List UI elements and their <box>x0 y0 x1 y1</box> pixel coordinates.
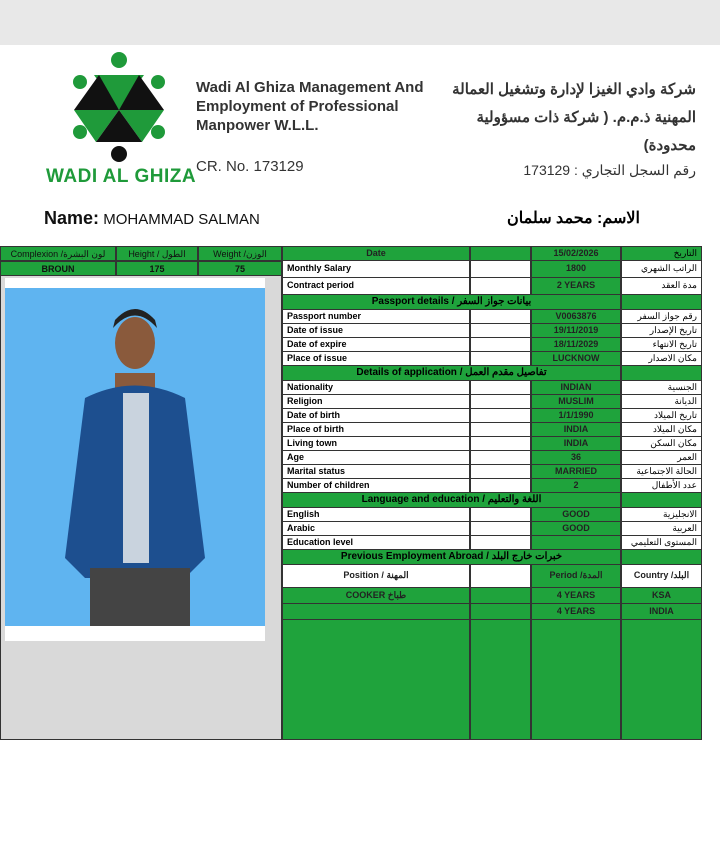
table-row <box>282 395 702 409</box>
field-label-ar: مكان الميلاد <box>621 423 702 437</box>
field-label-ar: العمر <box>621 451 702 465</box>
table-row <box>282 465 702 479</box>
field-label-ar: مكان السكن <box>621 437 702 451</box>
field-value: MARRIED <box>531 465 621 479</box>
field-label: Contract period <box>282 278 470 295</box>
employment-row <box>282 604 702 620</box>
blank-cell <box>470 620 531 740</box>
section-passport <box>282 295 702 310</box>
field-value: V0063876 <box>531 310 621 324</box>
table-row <box>282 381 702 395</box>
field-label: Date of issue <box>282 324 470 338</box>
field-value: 36 <box>531 451 621 465</box>
field-label-ar: عدد الأطفال <box>621 479 702 493</box>
field-label-ar: تاريخ الانتهاء <box>621 338 702 352</box>
empty-row <box>282 620 702 740</box>
candidate-photo <box>5 278 265 641</box>
field-value: MUSLIM <box>531 395 621 409</box>
field-label: English <box>282 508 470 522</box>
blank-cell <box>621 620 702 740</box>
employment-row <box>282 588 702 604</box>
blank-cell <box>470 278 531 295</box>
section-blank <box>621 550 702 565</box>
employment-header-row <box>282 565 702 588</box>
name-value: MOHAMMAD SALMAN <box>103 211 260 228</box>
blank-cell <box>470 536 531 550</box>
section-blank <box>621 295 702 310</box>
field-label-ar: الحالة الاجتماعية <box>621 465 702 479</box>
physical-table <box>0 246 282 276</box>
height-value: 175 <box>116 261 198 276</box>
position-value: COOKER طباخ <box>282 588 470 604</box>
field-label: Place of birth <box>282 423 470 437</box>
date-value: 15/02/2026 <box>531 246 621 261</box>
field-label: Living town <box>282 437 470 451</box>
table-row <box>282 324 702 338</box>
field-value: 2 YEARS <box>531 278 621 295</box>
field-value: 1800 <box>531 261 621 278</box>
section-title: Passport details / بيانات جواز السفر <box>282 295 621 310</box>
blank-cell <box>282 620 470 740</box>
complexion-header: Complexion /لون البشرة <box>0 246 116 261</box>
section-blank <box>621 493 702 508</box>
table-row <box>282 338 702 352</box>
table-row <box>282 522 702 536</box>
blank-cell <box>470 522 531 536</box>
field-label: Passport number <box>282 310 470 324</box>
field-label-ar: الديانة <box>621 395 702 409</box>
field-value: INDIA <box>531 437 621 451</box>
field-label: Monthly Salary <box>282 261 470 278</box>
period-value: 4 YEARS <box>531 604 621 620</box>
field-label: Date of expire <box>282 338 470 352</box>
country-value: INDIA <box>621 604 702 620</box>
table-row <box>282 261 702 278</box>
table-row <box>282 437 702 451</box>
field-label: Religion <box>282 395 470 409</box>
blank-cell <box>470 508 531 522</box>
blank-cell <box>531 620 621 740</box>
company-name-en: Wadi Al Ghiza Management And Employment of Professional Manpower W.L.L. <box>196 79 424 134</box>
section-title: Details of application / تفاصيل مقدم العمل <box>282 366 621 381</box>
height-header: Height / الطول <box>116 246 198 261</box>
cr-number-ar: رقم السجل التجاري : 173129 <box>523 162 696 178</box>
blank-cell <box>470 352 531 366</box>
section-employment <box>282 550 702 565</box>
date-label: Date <box>282 246 470 261</box>
field-label: Number of children <box>282 479 470 493</box>
field-label: Arabic <box>282 522 470 536</box>
blank-cell <box>470 409 531 423</box>
blank-cell <box>470 451 531 465</box>
field-value: 19/11/2019 <box>531 324 621 338</box>
company-name-ar: شركة وادي الغيزا لإدارة وتشغيل العمالة المهنية ذ.م.م. ( شركة ذات مسؤولية محدودة) <box>452 81 696 154</box>
field-label-ar: الراتب الشهري <box>621 261 702 278</box>
field-label-ar: تاريخ الإصدار <box>621 324 702 338</box>
field-value: INDIA <box>531 423 621 437</box>
field-label: Age <box>282 451 470 465</box>
blank-cell <box>470 261 531 278</box>
blank-cell <box>470 565 531 588</box>
field-value <box>531 536 621 550</box>
blank-cell <box>470 423 531 437</box>
section-title: Language and education / اللغة والتعليم <box>282 493 621 508</box>
date-label-ar: التاريخ <box>621 246 702 261</box>
name-label: Name <box>44 208 94 228</box>
table-row <box>282 310 702 324</box>
period-value: 4 YEARS <box>531 588 621 604</box>
table-row <box>282 536 702 550</box>
table-row <box>282 508 702 522</box>
blank-cell <box>470 310 531 324</box>
field-label-ar: مدة العقد <box>621 278 702 295</box>
field-value: GOOD <box>531 522 621 536</box>
field-value: INDIAN <box>531 381 621 395</box>
section-blank <box>621 366 702 381</box>
field-label: Date of birth <box>282 409 470 423</box>
blank-cell <box>470 338 531 352</box>
table-row <box>282 423 702 437</box>
blank-cell <box>470 588 531 604</box>
field-label-ar: الانجليزية <box>621 508 702 522</box>
candidate-name-ar: الاسم: محمد سلمان <box>507 210 640 227</box>
field-label-ar: الجنسية <box>621 381 702 395</box>
field-label: Place of issue <box>282 352 470 366</box>
table-row <box>282 479 702 493</box>
section-title: Previous Employment Abroad / خبرات خارج البلد <box>282 550 621 565</box>
section-language <box>282 493 702 508</box>
section-application <box>282 366 702 381</box>
field-label: Marital status <box>282 465 470 479</box>
table-row <box>282 451 702 465</box>
cr-number-en: CR. No. 173129 <box>196 158 304 175</box>
details-table <box>282 246 702 740</box>
weight-value: 75 <box>198 261 282 276</box>
blank-cell <box>470 479 531 493</box>
field-value: LUCKNOW <box>531 352 621 366</box>
field-value: 2 <box>531 479 621 493</box>
table-row <box>282 409 702 423</box>
blank-cell <box>470 395 531 409</box>
blank-cell <box>470 465 531 479</box>
field-label-ar: المستوى التعليمي <box>621 536 702 550</box>
top-band <box>0 0 720 45</box>
period-header: Period /المدة <box>531 565 621 588</box>
candidate-name: Name: MOHAMMAD SALMAN <box>44 208 260 228</box>
field-label-ar: رقم جواز السفر <box>621 310 702 324</box>
table-row <box>282 278 702 295</box>
blank-cell <box>470 437 531 451</box>
field-label-ar: العربية <box>621 522 702 536</box>
country-header: Country /البلد <box>621 565 702 588</box>
field-label-ar: تاريخ الميلاد <box>621 409 702 423</box>
country-value: KSA <box>621 588 702 604</box>
blank-cell <box>470 324 531 338</box>
field-value: 18/11/2029 <box>531 338 621 352</box>
position-value <box>282 604 470 620</box>
field-label-ar: مكان الاصدار <box>621 352 702 366</box>
blank-cell <box>470 604 531 620</box>
blank-cell <box>470 246 531 261</box>
table-row <box>282 352 702 366</box>
date-row <box>282 246 702 261</box>
brand-name: WADI AL GHIZA <box>46 166 197 187</box>
field-value: GOOD <box>531 508 621 522</box>
field-label: Nationality <box>282 381 470 395</box>
weight-header: Weight /الوزن <box>198 246 282 261</box>
complexion-value: BROUN <box>0 261 116 276</box>
field-value: 1/1/1990 <box>531 409 621 423</box>
field-label: Education level <box>282 536 470 550</box>
position-header: Position / المهنة <box>282 565 470 588</box>
blank-cell <box>470 381 531 395</box>
